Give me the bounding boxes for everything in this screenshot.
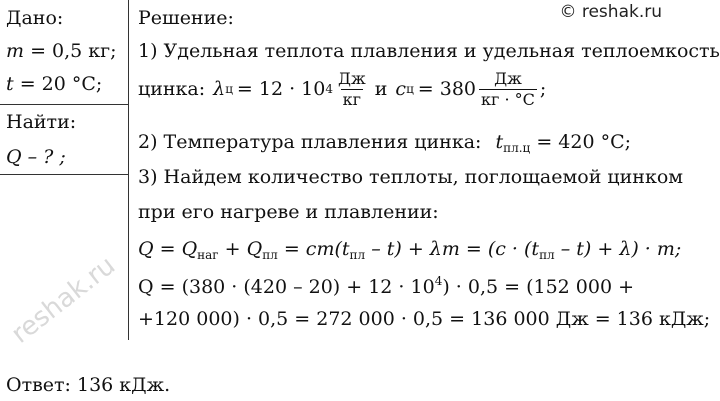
temperature-value: = 20 °C; [19, 73, 103, 95]
formula-sub-melt-3: пл [539, 248, 555, 262]
c-symbol: c [395, 77, 407, 100]
formula-part-b: + Q [218, 238, 263, 260]
site-logo: © reshak.ru [559, 2, 662, 22]
formula-part-d: – t) + λm = (c · (t [365, 238, 540, 260]
formula-numeric-2: +120 000) · 0,5 = 272 000 · 0,5 = 136 000 Дж = 136 кДж; [138, 308, 711, 330]
answer: Ответ: 136 кДж. [6, 374, 171, 396]
c-unit-num: Дж [494, 68, 522, 88]
numeric-power: 4 [434, 274, 443, 288]
lambda-value: = 12 · 10 [236, 77, 326, 100]
lambda-unit [336, 68, 368, 109]
formula-sub-heat: наг [197, 248, 219, 262]
formula-part-c: = cm(t [277, 238, 350, 260]
formula-sub-melt-2: пл [349, 248, 366, 262]
find-divider [0, 174, 128, 175]
mass-value: = 0,5 кг; [30, 40, 117, 62]
mass-symbol: m [6, 40, 25, 62]
given-title: Дано: [6, 7, 64, 29]
melting-temp-symbol: t [495, 131, 504, 153]
watermark: reshak.ru [6, 250, 122, 350]
solution-title: Решение: [138, 7, 234, 29]
melting-temp-value: = 420 °C; [536, 131, 632, 153]
melting-temp-subscript: пл.ц [503, 141, 531, 155]
zinc-label: цинка: [138, 77, 206, 100]
formula-part-e: – t) + λ) · m; [554, 238, 682, 260]
temperature-symbol: t [6, 73, 14, 95]
c-unit [479, 68, 537, 109]
line-2-semicolon: ; [539, 77, 547, 100]
solution-line-3 [138, 133, 631, 154]
given-divider [0, 104, 128, 105]
solution-line-1: 1) Удельная теплота плавления и удельная теплоемкость [138, 40, 720, 62]
numeric-part-b: ) · 0,5 = (152 000 + [442, 276, 635, 298]
solution-line-5: при его нагреве и плавлении: [138, 201, 439, 223]
solution-line-2 [138, 70, 546, 108]
c-value: = 380 [417, 77, 477, 100]
melting-label: 2) Температура плавления цинка: [138, 131, 482, 153]
given-mass [6, 42, 117, 61]
c-subscript: ц [406, 82, 414, 96]
lambda-subscript: ц [225, 82, 233, 96]
given-temperature [6, 75, 102, 94]
find-expression: Q – ? ; [6, 146, 66, 168]
lambda-unit-num: Дж [338, 68, 366, 88]
lambda-symbol: λ [213, 77, 226, 100]
formula-numeric-1 [138, 275, 634, 297]
find-title: Найти: [6, 111, 77, 133]
formula-part-a: Q = Q [138, 238, 198, 260]
numeric-part-a: Q = (380 · (420 – 20) + 12 · 10 [138, 276, 435, 298]
and-word: и [374, 77, 388, 100]
lambda-unit-den: кг [342, 89, 362, 109]
formula-general [138, 240, 681, 261]
formula-sub-melt: пл [262, 248, 278, 262]
solution-line-4: 3) Найдем количество теплоты, поглощаемой цинком [138, 166, 684, 188]
vertical-divider [128, 0, 129, 340]
c-unit-den: кг · °C [481, 89, 535, 109]
lambda-power: 4 [325, 82, 333, 96]
